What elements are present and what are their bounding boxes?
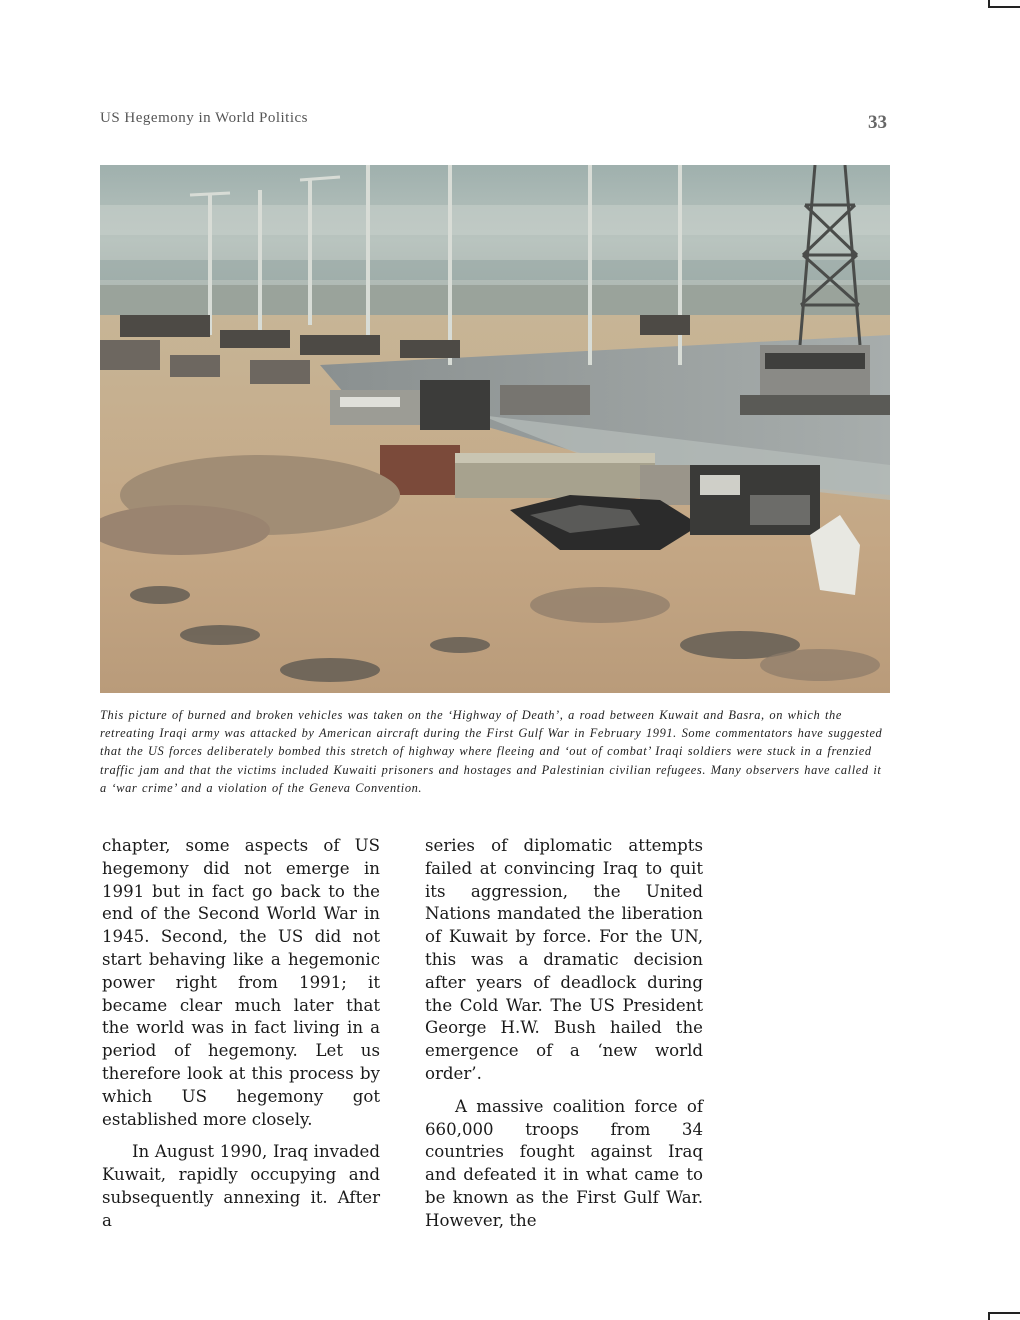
photo-caption: This picture of burned and broken vehicles was taken on the ‘Highway of Death’, a road between Kuwait and Basra, on which the retreating Iraqi army was attacked by American aircraft during the First Gulf War in February 1991. Some commentators have suggested that the US forces deliberately bombed this stretch of highway where fleeing and ‘out of combat’ Iraqi soldiers were stuck in a frenzied traffic jam and that the victims included Kuwaiti prisoners and hostages and Palestinian civilian refugees. Many observers have called it a ‘war crime’ and a violation of the Geneva Convention. <box>100 708 883 795</box>
running-head: US Hegemony in World Politics <box>100 110 309 126</box>
paragraph: series of diplomatic attempts failed at convincing Iraq to quit its aggression, the United Nations mandated the liberation of Kuwait by force. For the UN, this was a dramatic decision after years of deadlock during the Cold War. The US President George H.W. Bush hailed the emergence of a ‘new world order’. <box>425 836 703 1083</box>
paragraph: A massive coalition force of 660,000 troops from 34 countries fought against Iraq and defeated it in what came to be known as the First Gulf War. However, the <box>425 1096 703 1230</box>
paragraph: chapter, some aspects of US hegemony did not emerge in 1991 but in fact go back to the end of the Second World War in 1945. Second, the US did not start behaving like a hegemonic power right from 1991; it became clear much later that the world was in fact living in a period of hegemony. Let us therefore look at this process by which US hegemony got established more closely. <box>102 836 380 1129</box>
paragraph: In August 1990, Iraq invaded Kuwait, rapidly occupying and subsequently annexing it. After a <box>102 1142 380 1230</box>
body-column-right <box>425 835 703 1243</box>
page-number: 33 <box>868 112 887 133</box>
crop-mark-bottom <box>988 1312 1020 1320</box>
body-column-left <box>102 835 380 1243</box>
highway-photo <box>100 165 890 693</box>
crop-mark-top <box>988 0 1020 8</box>
